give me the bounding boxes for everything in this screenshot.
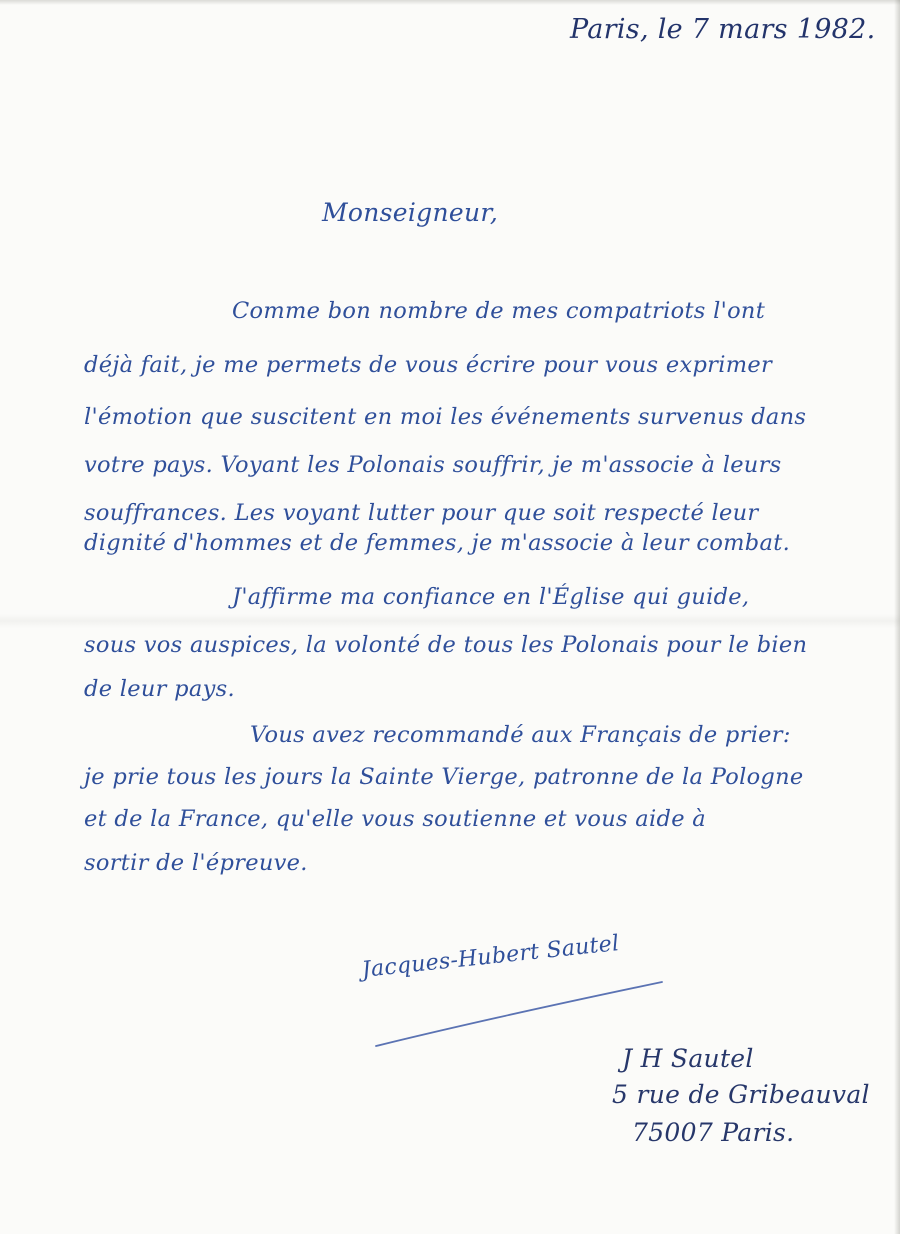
- body-line: je prie tous les jours la Sainte Vierge, patronne de la Pologne: [84, 764, 804, 790]
- letter-date: Paris, le 7 mars 1982.: [570, 14, 876, 45]
- body-line: dignité d'hommes et de femmes, je m'associe à leur combat.: [84, 530, 791, 556]
- body-line: Comme bon nombre de mes compatriots l'ont: [232, 298, 766, 324]
- body-line: sous vos auspices, la volonté de tous les Polonais pour le bien: [84, 632, 808, 658]
- address-street: 5 rue de Gribeauval: [612, 1080, 870, 1109]
- body-line: et de la France, qu'elle vous soutienne et vous aide à: [84, 806, 706, 832]
- body-line: de leur pays.: [84, 676, 235, 702]
- address-name: J H Sautel: [622, 1044, 754, 1073]
- letter-salutation: Monseigneur,: [322, 198, 499, 227]
- body-line: déjà fait, je me permets de vous écrire pour vous exprimer: [84, 352, 773, 378]
- body-line: Vous avez recommandé aux Français de prier:: [250, 722, 791, 748]
- paper-top-edge: [0, 0, 900, 5]
- paper-fold-line: [0, 614, 900, 628]
- handwritten-signature: Jacques-Hubert Sautel: [360, 931, 621, 983]
- body-line: votre pays. Voyant les Polonais souffrir, je m'associe à leurs: [84, 452, 782, 478]
- body-line: l'émotion que suscitent en moi les événements survenus dans: [84, 404, 807, 430]
- body-line: souffrances. Les voyant lutter pour que soit respecté leur: [84, 500, 759, 526]
- address-city: 75007 Paris.: [632, 1118, 795, 1147]
- body-line: sortir de l'épreuve.: [84, 850, 308, 876]
- body-line: J'affirme ma confiance en l'Église qui guide,: [232, 584, 750, 610]
